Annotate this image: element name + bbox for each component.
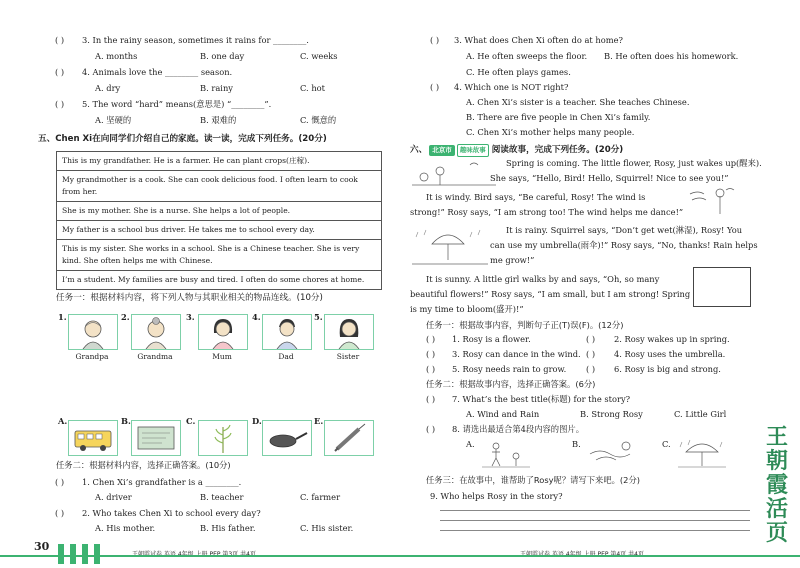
story-illustration-rain bbox=[410, 226, 490, 266]
option-a: A. His mother. bbox=[95, 523, 156, 533]
option-a: A. 坚硬的 bbox=[95, 115, 132, 125]
answer-paren[interactable]: ( ) bbox=[55, 99, 65, 109]
tf-statement: 4. Rosy uses the umbrella. bbox=[614, 349, 726, 359]
question-text: 9. Who helps Rosy in the story? bbox=[430, 491, 563, 501]
person-label: Sister bbox=[336, 352, 360, 361]
school-bus-picture[interactable] bbox=[68, 420, 118, 456]
person-number: 1. bbox=[58, 312, 67, 322]
story-line: can use my umbrella(雨伞)!” Rosy says, “No, thanks! Rain helps bbox=[490, 240, 758, 250]
grandma-picture[interactable] bbox=[131, 314, 181, 350]
tf-statement: 1. Rosy is a flower. bbox=[452, 334, 531, 344]
person-number: 5. bbox=[314, 312, 323, 322]
bottom-divider bbox=[0, 555, 800, 557]
option-c-picture[interactable] bbox=[676, 438, 728, 468]
grandpa-picture[interactable] bbox=[68, 314, 118, 350]
option-b: B. teacher bbox=[200, 492, 244, 502]
item-letter: A. bbox=[58, 416, 68, 426]
story-line: Spring is coming. The little flower, Rosy, just wakes up(醒来). bbox=[506, 158, 762, 168]
item-letter: B. bbox=[121, 416, 131, 426]
option-a: A. Wind and Rain bbox=[466, 409, 540, 419]
option-b-picture[interactable] bbox=[586, 438, 638, 468]
story-line: strong!” Rosy says, “I am strong too! The wind helps me dance!” bbox=[410, 207, 684, 217]
section-title: 阅读故事，完成下列任务。(20分) bbox=[491, 145, 624, 155]
brand-char: 朝 bbox=[765, 448, 788, 474]
question-text: 7. What’s the best title(标题) for the story? bbox=[452, 394, 631, 404]
option-a: A. He often sweeps the floor. bbox=[466, 51, 588, 61]
task-heading: 任务三：在故事中，谁帮助了Rosy呢？请写下来吧。(2分) bbox=[426, 475, 640, 485]
option-b: B. Strong Rosy bbox=[580, 409, 643, 419]
tf-statement: 5. Rosy needs rain to grow. bbox=[452, 364, 567, 374]
dad-picture[interactable] bbox=[262, 314, 312, 350]
option-a: A. Chen Xi’s sister is a teacher. She teaches Chinese. bbox=[466, 97, 690, 107]
option-c: C. Chen Xi’s mother helps many people. bbox=[466, 127, 635, 137]
blackboard-picture[interactable] bbox=[131, 420, 181, 456]
task-heading: 任务二：根据故事内容，选择正确答案。(6分) bbox=[426, 379, 596, 389]
story-illustration-spring bbox=[410, 157, 498, 187]
page-number: 30 bbox=[34, 540, 50, 553]
task-heading: 任务一：根据材料内容，将下列人物与其职业相关的物品连线。(10分) bbox=[56, 293, 323, 303]
story-line: me grow!” bbox=[490, 255, 535, 265]
option-b: B. one day bbox=[200, 51, 245, 61]
option-c: C. His sister. bbox=[300, 523, 354, 533]
type-tag: 趣味故事 bbox=[457, 144, 489, 157]
table-row: She is my mother. She is a nurse. She helps a lot of people. bbox=[57, 202, 381, 221]
option-c: C. He often plays games. bbox=[466, 67, 571, 77]
question-text: 3. What does Chen Xi often do at home? bbox=[454, 35, 623, 45]
option-b: B. There are five people in Chen Xi’s family. bbox=[466, 112, 651, 122]
brand-char: 页 bbox=[765, 520, 788, 546]
table-row: This is my grandfather. He is a farmer. He can plant crops(庄稼). bbox=[57, 152, 381, 171]
brand-char: 王 bbox=[765, 424, 788, 450]
answer-paren[interactable]: ( ) bbox=[586, 349, 596, 359]
story-line: She says, “Hello, Bird! Hello, Squirrel! Nice to see you!” bbox=[490, 173, 729, 183]
person-label: Mum bbox=[212, 352, 232, 361]
person-label: Grandma bbox=[137, 352, 173, 361]
story-line: It is rainy. Squirrel says, “Don’t get wet(淋湿), Rosy! You bbox=[506, 225, 743, 235]
section-number: 六、 bbox=[410, 145, 428, 155]
answer-paren[interactable]: ( ) bbox=[586, 364, 596, 374]
answer-paren[interactable]: ( ) bbox=[426, 349, 436, 359]
answer-paren[interactable]: ( ) bbox=[430, 35, 440, 45]
task-heading: 任务一：根据故事内容，判断句子正(T)误(F)。(12分) bbox=[426, 320, 624, 330]
task-heading: 任务二：根据材料内容，选择正确答案。(10分) bbox=[56, 460, 231, 470]
tf-statement: 6. Rosy is big and strong. bbox=[614, 364, 721, 374]
answer-paren[interactable]: ( ) bbox=[55, 67, 65, 77]
family-table bbox=[56, 151, 382, 290]
item-letter: D. bbox=[252, 416, 262, 426]
city-tag: 北京市 bbox=[429, 145, 455, 156]
story-line: beautiful flowers!” Rosy says, “I am small, but I am strong! Spring bbox=[410, 289, 691, 299]
option-b: B. His father. bbox=[200, 523, 256, 533]
right-page bbox=[400, 0, 800, 566]
crops-picture[interactable] bbox=[198, 420, 248, 456]
picture-placeholder-box bbox=[693, 267, 751, 307]
option-c: C. 慨意的 bbox=[300, 115, 337, 125]
option-a-picture[interactable] bbox=[480, 438, 532, 468]
answer-line[interactable] bbox=[440, 510, 750, 511]
question-text: 1. Chen Xi’s grandfather is a ________. bbox=[82, 477, 242, 487]
question-text: 4. Which one is NOT right? bbox=[454, 82, 569, 92]
table-row: My grandmother is a cook. She can cook delicious food. I often learn to cook from her. bbox=[57, 171, 381, 202]
option-c: C. Little Girl bbox=[674, 409, 727, 419]
story-illustration-wind bbox=[686, 184, 738, 216]
option-a: A. bbox=[466, 439, 475, 449]
sister-picture[interactable] bbox=[324, 314, 374, 350]
left-page bbox=[0, 0, 400, 566]
person-number: 4. bbox=[252, 312, 261, 322]
frying-pan-picture[interactable] bbox=[262, 420, 312, 456]
item-letter: E. bbox=[314, 416, 324, 426]
option-c: C. farmer bbox=[300, 492, 341, 502]
person-number: 3. bbox=[186, 312, 195, 322]
section-heading bbox=[410, 144, 623, 157]
brand-vertical-text bbox=[762, 425, 792, 545]
story-line: is my time to bloom(盛开)!” bbox=[410, 304, 524, 314]
option-b: B. 艰难的 bbox=[200, 115, 237, 125]
option-b: B. He often does his homework. bbox=[604, 51, 739, 61]
option-a: A. months bbox=[95, 51, 138, 61]
story-line: It is sunny. A little girl walks by and says, “Oh, so many bbox=[426, 274, 660, 284]
mum-picture[interactable] bbox=[198, 314, 248, 350]
person-label: Grandpa bbox=[75, 352, 109, 361]
brand-char: 活 bbox=[765, 496, 788, 522]
question-text: 2. Who takes Chen Xi to school every day? bbox=[82, 508, 261, 518]
item-letter: C. bbox=[186, 416, 196, 426]
table-row: My father is a school bus driver. He takes me to school every day. bbox=[57, 221, 381, 240]
answer-paren[interactable]: ( ) bbox=[430, 82, 440, 92]
brand-char: 霞 bbox=[765, 472, 788, 498]
option-a: A. dry bbox=[95, 83, 121, 93]
person-number: 2. bbox=[121, 312, 130, 322]
table-row: This is my sister. She works in a school. She is a Chinese teacher. She is very kind. She often helps me with Chinese. bbox=[57, 240, 381, 271]
question-text: 3. In the rainy season, sometimes it rains for ________. bbox=[82, 35, 309, 45]
answer-paren[interactable]: ( ) bbox=[55, 508, 65, 518]
section-heading: 五、Chen Xi在向同学们介绍自己的家庭。读一读，完成下列任务。(20分) bbox=[38, 134, 327, 144]
answer-paren[interactable]: ( ) bbox=[55, 477, 65, 487]
syringe-picture[interactable] bbox=[324, 420, 374, 456]
question-text: 5. The word “hard” means(意思是) “________”. bbox=[82, 99, 272, 109]
answer-line[interactable] bbox=[440, 530, 750, 531]
option-c: C. hot bbox=[300, 83, 325, 93]
question-text: 8. 请选出最适合第4段内容的图片。 bbox=[452, 424, 584, 434]
table-row: I’m a student. My families are busy and tired. I often do some chores at home. bbox=[62, 275, 365, 284]
option-b: B. bbox=[572, 439, 581, 449]
tf-statement: 2. Rosy wakes up in spring. bbox=[614, 334, 730, 344]
tf-statement: 3. Rosy can dance in the wind. bbox=[452, 349, 581, 359]
answer-paren[interactable]: ( ) bbox=[426, 394, 436, 404]
answer-paren[interactable]: ( ) bbox=[426, 364, 436, 374]
question-text: 4. Animals love the ________ season. bbox=[82, 67, 233, 77]
answer-paren[interactable]: ( ) bbox=[426, 334, 436, 344]
person-label: Dad bbox=[278, 352, 294, 361]
option-b: B. rainy bbox=[200, 83, 233, 93]
option-a: A. driver bbox=[95, 492, 132, 502]
answer-line[interactable] bbox=[440, 520, 750, 521]
option-c: C. bbox=[662, 439, 671, 449]
answer-paren[interactable]: ( ) bbox=[586, 334, 596, 344]
option-c: C. weeks bbox=[300, 51, 338, 61]
answer-paren[interactable]: ( ) bbox=[426, 424, 436, 434]
story-line: It is windy. Bird says, “Be careful, Rosy! The wind is bbox=[426, 192, 646, 202]
answer-paren[interactable]: ( ) bbox=[55, 35, 65, 45]
